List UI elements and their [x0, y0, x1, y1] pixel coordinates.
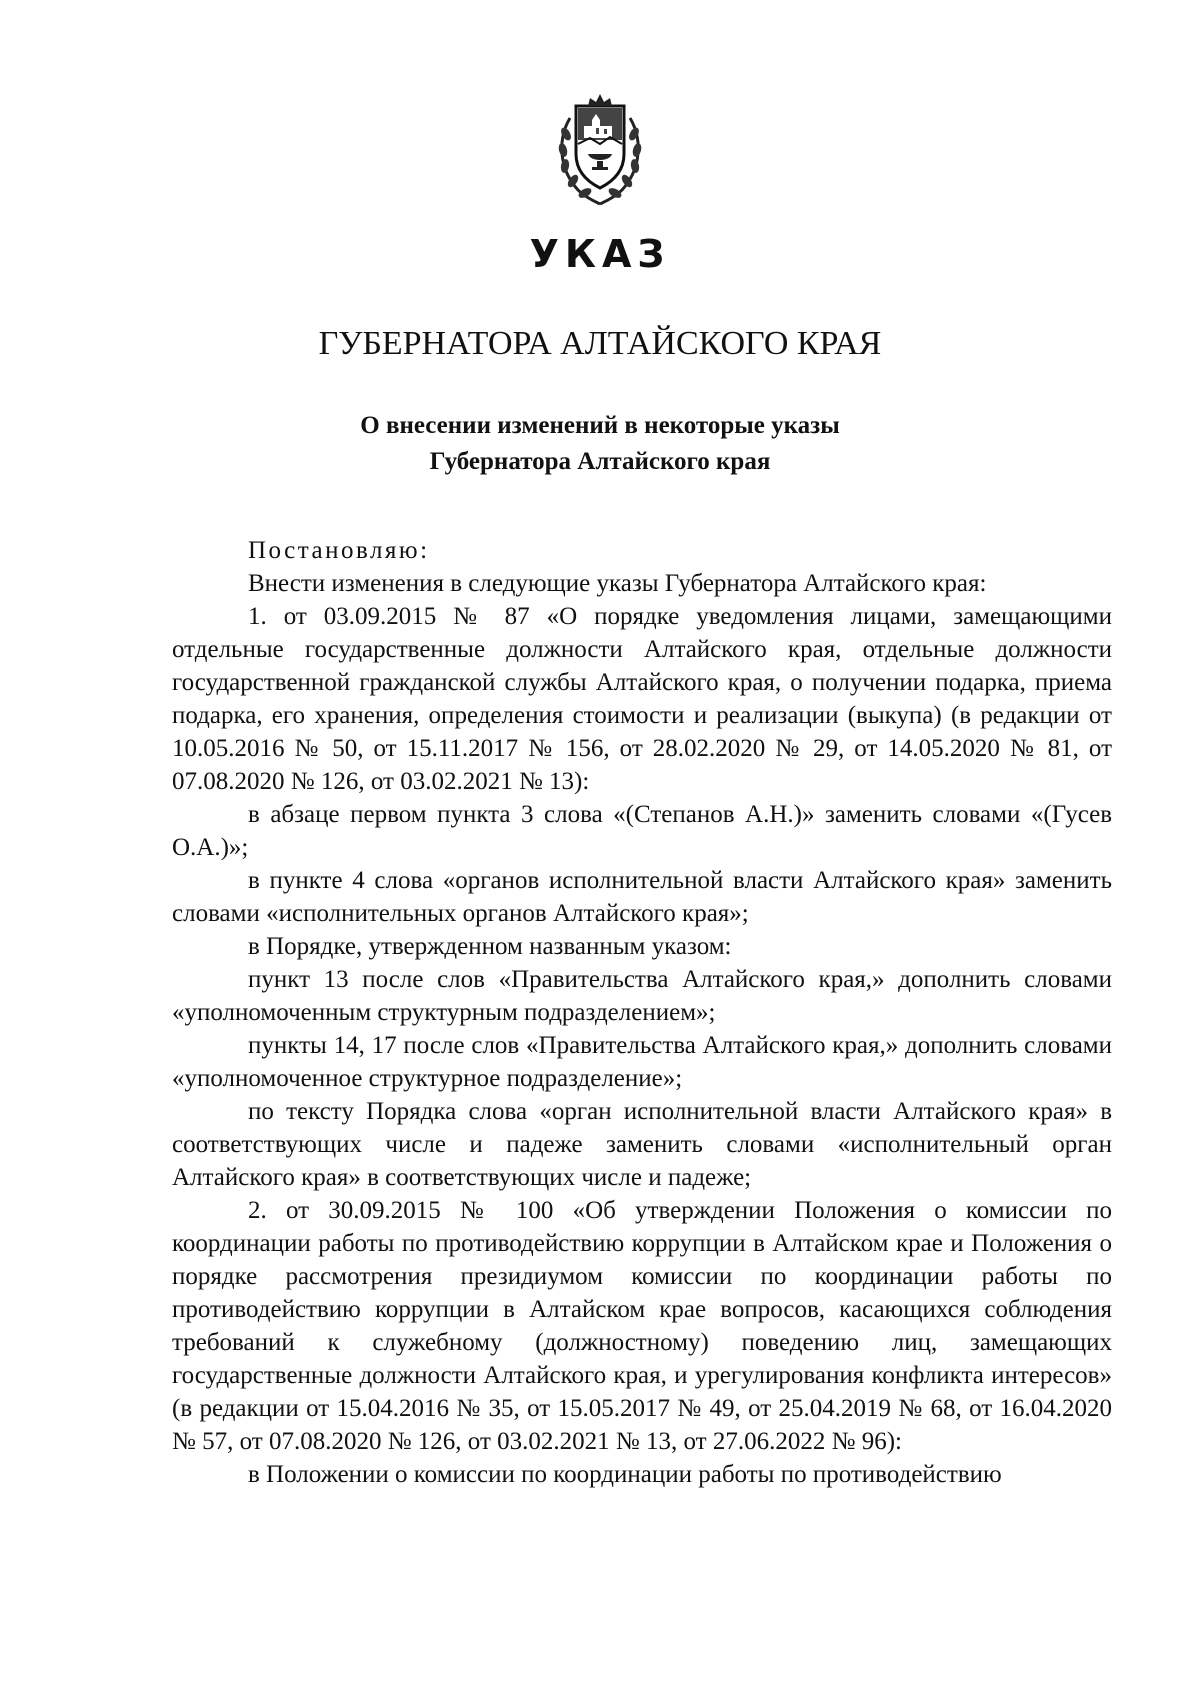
paragraph-item-1: 1. от 03.09.2015 № 87 «О порядке уведомления лицами, замещающими отдельные государственные должности Алтайского края, отдельные должности государственной гражданской службы Алтайского края, о получении подарка, приема подарка, его хранения, определения стоимости и реализации (выкупа) (в редакции от 10.05.2016 № 50, от 15.11.2017 № 156, от 28.02.2020 № 29, от 14.05.2020 № 81, от 07.08.2020 № 126, от 03.02.2021 № 13):: [172, 603, 1112, 795]
paragraph-intro: Внести изменения в следующие указы Губернатора Алтайского края:: [248, 570, 987, 597]
document-type-title: УКАЗ: [529, 232, 671, 276]
subject-line-2: Губернатора Алтайского края: [429, 448, 771, 475]
paragraph-item-2-a: в Положении о комиссии по координации работы по противодействию: [248, 1461, 1002, 1488]
document-body: [172, 534, 1112, 1491]
paragraph-item-1-a: в абзаце первом пункта 3 слова «(Степанов А.Н.)» заменить словами «(Гусев О.А.)»;: [172, 801, 1112, 861]
paragraph-item-1-c: в Порядке, утвержденном названным указом:: [248, 933, 732, 960]
paragraph-item-1-b: в пункте 4 слова «органов исполнительной власти Алтайского края» заменить словами «исполнительных органов Алтайского края»;: [172, 867, 1112, 927]
paragraph-item-2: 2. от 30.09.2015 № 100 «Об утверждении Положения о комиссии по координации работы по противодействию коррупции в Алтайском крае и Положения о порядке рассмотрения президиумом комиссии по координации работы по противодействию коррупции в Алтайском крае вопросов, касающихся соблюдения требований к служебному (должностному) поведению лиц, замещающих государственные должности Алтайского края, и урегулирования конфликта интересов» (в редакции от 15.04.2016 № 35, от 15.05.2017 № 49, от 25.04.2019 № 68, от 16.04.2020 № 57, от 07.08.2020 № 126, от 03.02.2021 № 13, от 27.06.2022 № 96):: [172, 1197, 1112, 1455]
paragraph-item-1-d: пункт 13 после слов «Правительства Алтайского края,» дополнить словами «уполномоченным структурным подразделением»;: [172, 966, 1112, 1026]
document-subject: [0, 408, 1200, 480]
paragraph-item-1-f: по тексту Порядка слова «орган исполнительной власти Алтайского края» в соответствующих числе и падеже заменить словами «исполнительный орган Алтайского края» в соответствующих числе и падеже;: [172, 1098, 1112, 1191]
paragraph-item-1-e: пункты 14, 17 после слов «Правительства Алтайского края,» дополнить словами «уполномоченное структурное подразделение»;: [172, 1032, 1112, 1092]
paragraph-resolve: Постановляю:: [248, 537, 430, 564]
subject-line-1: О внесении изменений в некоторые указы: [360, 412, 840, 439]
coat-of-arms-icon: [552, 88, 648, 208]
issuer-heading: ГУБЕРНАТОРА АЛТАЙСКОГО КРАЯ: [318, 325, 882, 362]
